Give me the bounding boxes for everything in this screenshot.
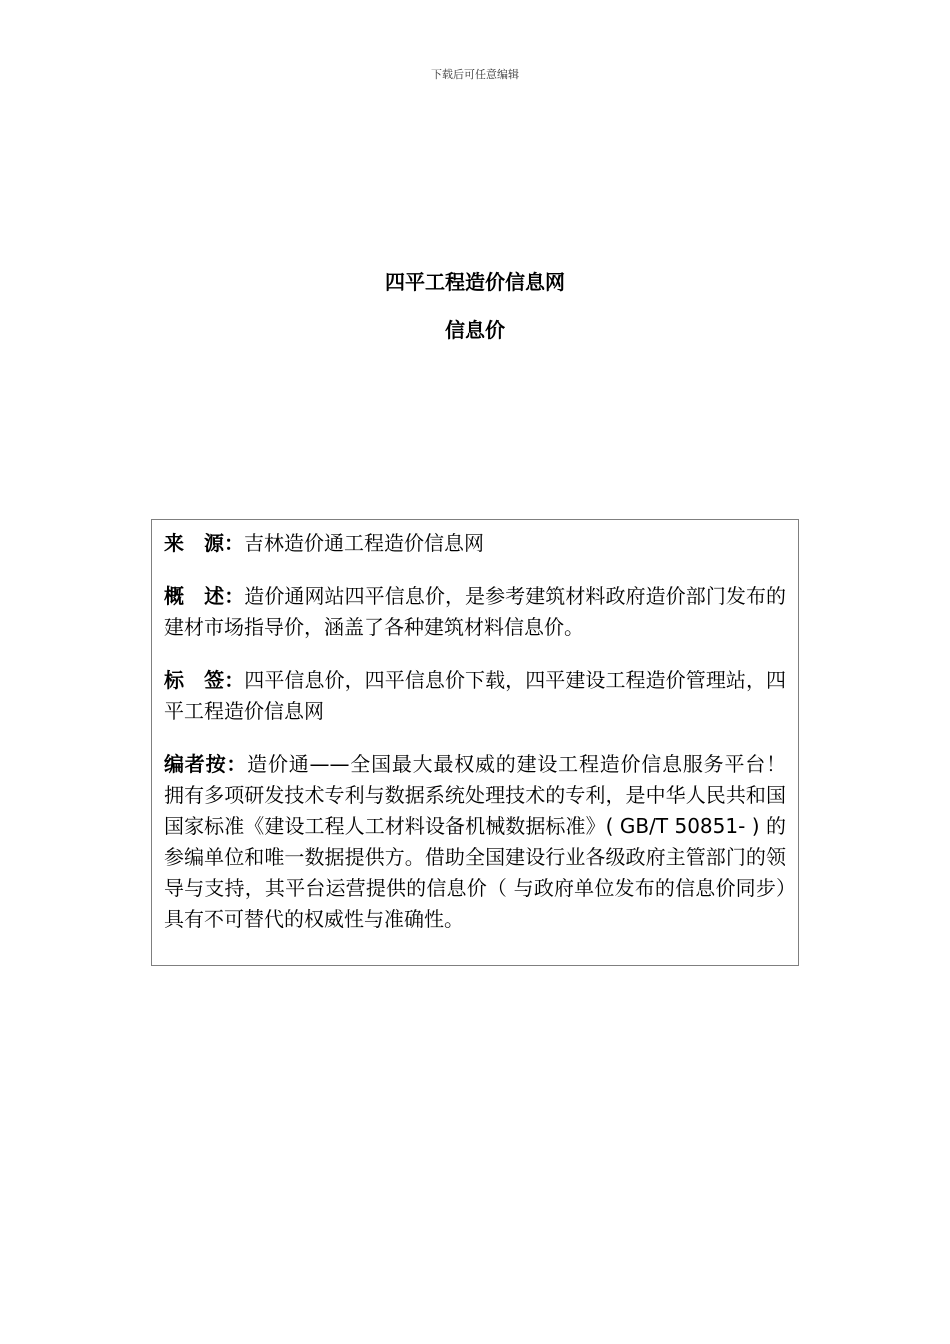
- page-subtitle: 信息价: [445, 318, 505, 342]
- editor-note-text: 造价通——全国最大最权威的建设工程造价信息服务平台！ 拥有多项研发技术专利与数据系统处理技术的专利，是中华人民共和国国家标准《建设工程人工材料设备机械数据标准》( GB/T 50851- ) 的参编单位和唯一数据提供方。借助全国建设行业各级政府主管部门的领导与支持，其平台运营提供的信息价（ 与政府单位发布的信息价同步）具有不可替代的权威性与准确性。: [164, 752, 787, 931]
- tags-text: 四平信息价，四平信息价下载，四平建设工程造价管理站，四平工程造价信息网: [164, 668, 787, 723]
- source-label: [164, 531, 244, 555]
- summary-row: [164, 581, 786, 643]
- editor-note-row: [164, 749, 786, 935]
- source-label-a: 来: [164, 531, 184, 555]
- page-title: 四平工程造价信息网: [385, 270, 565, 294]
- tags-row: [164, 665, 786, 727]
- info-box: [151, 519, 799, 966]
- source-text: 吉林造价通工程造价信息网: [244, 531, 484, 555]
- tags-label: [164, 668, 244, 692]
- summary-label-a: 概: [164, 584, 185, 608]
- source-label-b: 源：: [204, 531, 244, 555]
- summary-text: 造价通网站四平信息价，是参考建筑材料政府造价部门发布的建材市场指导价，涵盖了各种建筑材料信息价。: [164, 584, 787, 639]
- header-note: 下载后可任意编辑: [431, 68, 519, 81]
- summary-label: [164, 584, 244, 608]
- editor-note-label: 编者按：: [164, 752, 248, 776]
- summary-label-b: 述：: [204, 584, 245, 608]
- tags-label-b: 签：: [204, 668, 245, 692]
- tags-label-a: 标: [164, 668, 185, 692]
- source-row: [164, 528, 786, 559]
